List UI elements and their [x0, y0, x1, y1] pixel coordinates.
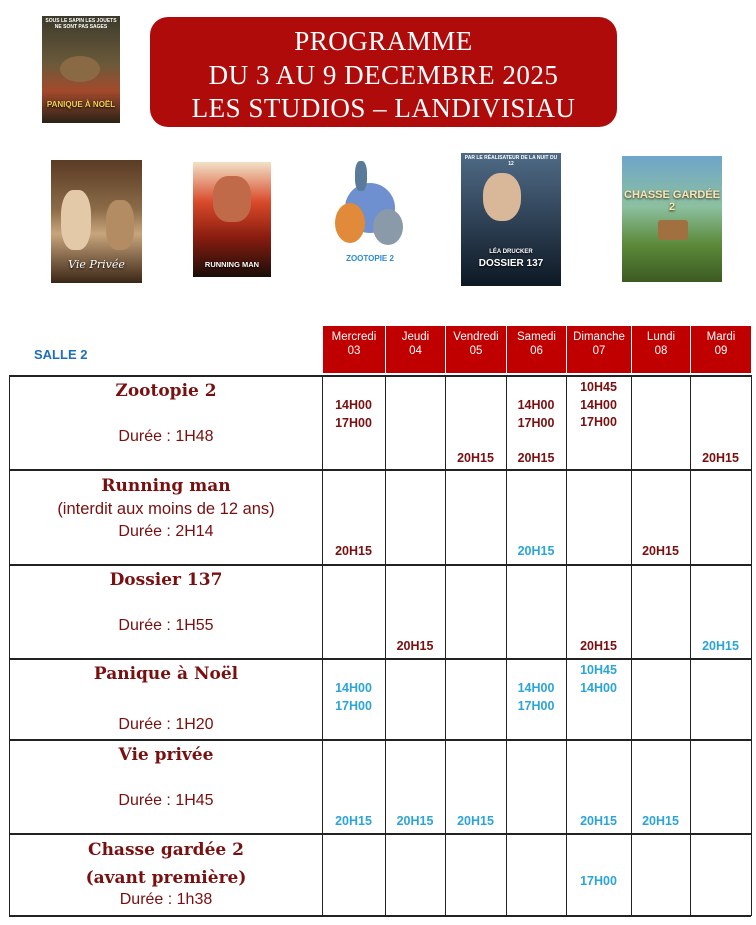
banner-line-cinema: LES STUDIOS – LANDIVISIAU [191, 93, 576, 123]
poster-vie-privee [51, 160, 142, 283]
showtime[interactable]: 17H00 [517, 698, 555, 713]
row-divider [9, 833, 751, 835]
movie-title: Zootopie 2 [115, 381, 217, 401]
showtime[interactable]: 14H00 [580, 680, 617, 695]
day-number: 08 [654, 345, 668, 357]
showtime[interactable]: 20H15 [457, 814, 494, 828]
showtime[interactable]: 10H45 [580, 380, 617, 394]
day-header-mardi [690, 326, 751, 373]
row-divider [9, 739, 751, 741]
showtime[interactable]: 14H00 [335, 398, 372, 412]
poster-dossier-137 [461, 153, 561, 286]
movie-title: Panique à Noël [93, 664, 239, 684]
showtime-cell[interactable] [322, 813, 385, 831]
showtime-cell[interactable] [506, 450, 566, 468]
row-divider [9, 564, 751, 566]
showtime[interactable]: 20H15 [702, 451, 739, 465]
showtime-cell[interactable] [566, 873, 631, 891]
movie-subtitle: (interdit aux moins de 12 ans) [57, 500, 275, 518]
day-number: 07 [592, 345, 606, 357]
movie-duration: Durée : 1H48 [118, 428, 214, 445]
showtime[interactable]: 20H15 [642, 814, 679, 828]
showtime[interactable]: 17H00 [335, 415, 372, 430]
movie-duration: Durée : 1H20 [118, 716, 214, 733]
column-divider [751, 375, 752, 916]
day-name: Vendredi [453, 331, 499, 343]
showtime[interactable]: 17H00 [517, 415, 555, 430]
showtime[interactable]: 20H15 [457, 451, 494, 465]
showtime-cell[interactable] [631, 543, 690, 561]
showtime-cell[interactable] [322, 543, 385, 561]
showtime[interactable]: 20H15 [517, 451, 555, 465]
showtime[interactable]: 17H00 [580, 874, 617, 888]
showtime-cell[interactable] [566, 662, 631, 697]
movie-duration: Durée : 1H55 [118, 617, 214, 634]
showtime-cell[interactable] [385, 813, 445, 831]
showtime-cell[interactable] [690, 638, 751, 656]
row-divider [9, 469, 751, 471]
poster-title: DOSSIER 137 [478, 258, 544, 269]
showtime[interactable]: 14H00 [580, 397, 617, 412]
showtime[interactable]: 20H15 [580, 639, 617, 653]
movie-duration: Durée : 2H14 [118, 523, 214, 540]
showtime-cell[interactable] [566, 379, 631, 432]
showtime[interactable]: 20H15 [335, 814, 372, 828]
column-divider [9, 375, 10, 916]
poster-title: Vie Privée [68, 258, 125, 272]
poster-title: PANIQUE À NOËL [46, 99, 116, 109]
day-name: Lundi [646, 331, 676, 343]
day-name: Mardi [706, 331, 736, 343]
day-name: Samedi [517, 331, 556, 343]
movie-title: Running man [101, 476, 231, 496]
movie-duration: Durée : 1H45 [118, 792, 214, 809]
showtime-cell[interactable] [506, 680, 566, 715]
column-divider [322, 375, 323, 916]
poster-title: ZOOTOPIE 2 [346, 254, 394, 263]
day-header-vendredi [445, 326, 506, 373]
day-header-lundi [631, 326, 690, 373]
movie-subtitle: (avant première) [85, 868, 247, 888]
poster-panique-a-noel [42, 16, 120, 123]
poster-tagline: SOUS LE SAPIN LES JOUETS NE SONT PAS SAGES [45, 18, 117, 30]
poster-actor: LÉA DRUCKER [489, 249, 533, 255]
showtime[interactable]: 10H45 [580, 663, 617, 677]
showtime-cell[interactable] [445, 450, 506, 468]
salle-label: SALLE 2 [34, 347, 88, 362]
showtime[interactable]: 20H15 [335, 544, 372, 558]
showtime[interactable]: 20H15 [396, 814, 434, 828]
day-name: Jeudi [401, 331, 430, 343]
poster-zootopie-2 [327, 153, 413, 286]
row-divider [9, 658, 751, 660]
showtime-cell[interactable] [566, 638, 631, 656]
showtime-cell[interactable] [445, 813, 506, 831]
poster-title: RUNNING MAN [204, 260, 260, 270]
showtime-cell[interactable] [322, 397, 385, 432]
showtime-cell[interactable] [690, 450, 751, 468]
poster-chasse-gardee-2 [622, 156, 722, 282]
day-header-samedi [506, 326, 566, 373]
poster-title: CHASSE GARDÉE 2 [624, 189, 720, 213]
showtime-cell[interactable] [385, 638, 445, 656]
showtime[interactable]: 20H15 [702, 639, 739, 653]
showtime[interactable]: 20H15 [396, 639, 434, 653]
day-number: 06 [530, 345, 543, 357]
poster-tagline: PAR LE RÉALISATEUR DE LA NUIT DU 12 [464, 155, 558, 167]
showtime-cell[interactable] [506, 543, 566, 561]
showtime[interactable]: 14H00 [335, 681, 372, 695]
day-number: 05 [469, 345, 483, 357]
movie-title: Vie privée [118, 745, 214, 765]
day-header-jeudi [385, 326, 445, 373]
movie-title: Dossier 137 [109, 570, 223, 590]
day-name: Mercredi [331, 331, 377, 343]
showtime-cell[interactable] [566, 813, 631, 831]
movie-title: Chasse gardée 2 [88, 840, 244, 860]
program-banner [150, 17, 617, 127]
showtime[interactable]: 14H00 [517, 681, 555, 695]
column-divider [631, 375, 632, 916]
showtime-cell[interactable] [322, 680, 385, 715]
day-name: Dimanche [573, 331, 625, 343]
showtime[interactable]: 20H15 [517, 544, 555, 558]
showtime-cell[interactable] [631, 813, 690, 831]
day-number: 03 [347, 345, 361, 357]
day-number: 09 [714, 345, 728, 357]
showtime[interactable]: 20H15 [642, 544, 679, 558]
showtime[interactable]: 17H00 [335, 698, 372, 713]
day-number: 04 [409, 345, 422, 357]
showtime-cell[interactable] [506, 397, 566, 432]
row-divider [9, 915, 751, 917]
showtime[interactable]: 20H15 [580, 814, 617, 828]
row-divider [9, 375, 751, 377]
day-header-dimanche [566, 326, 631, 373]
showtime[interactable]: 17H00 [580, 415, 617, 429]
showtime[interactable]: 14H00 [517, 398, 555, 412]
day-header-mercredi [322, 326, 385, 373]
poster-running-man [193, 162, 271, 277]
banner-line-programme: PROGRAMME [294, 26, 473, 56]
banner-line-dates: DU 3 AU 9 DECEMBRE 2025 [208, 60, 559, 90]
movie-duration: Durée : 1h38 [119, 891, 213, 908]
